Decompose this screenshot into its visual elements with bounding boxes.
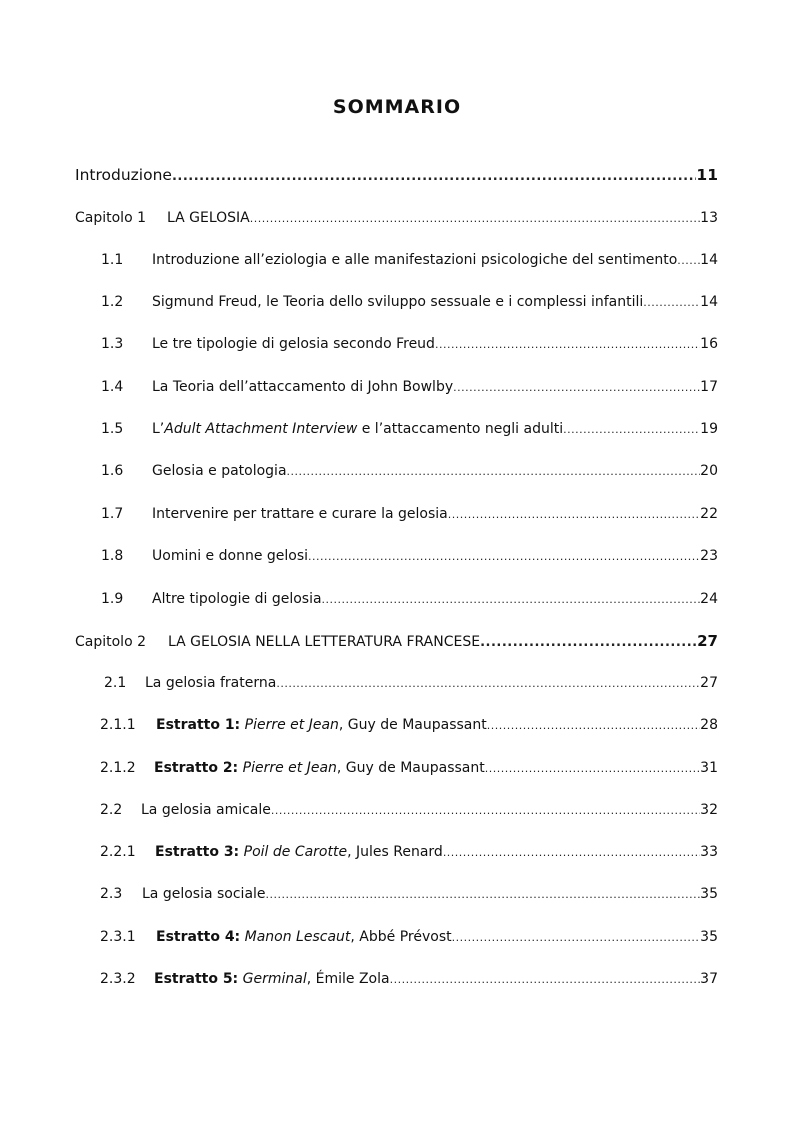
section-title: Gelosia e patologia: [152, 463, 287, 479]
dot-leader: [250, 208, 700, 230]
toc-entry-label: [100, 841, 443, 863]
section-title: La Teoria dell’attaccamento di John Bowlby: [152, 379, 454, 395]
section-title-prefix: L’: [152, 421, 165, 437]
dot-leader: [452, 927, 701, 949]
section-number: 1.1: [101, 252, 124, 268]
section-title: La gelosia fraterna: [145, 675, 277, 691]
section-title: Altre tipologie di gelosia: [152, 591, 322, 607]
toc-entry-label: [101, 376, 453, 398]
chapter-title: LA GELOSIA NELLA LETTERATURA FRANCESE: [168, 634, 481, 650]
toc-page-number: 35: [700, 886, 718, 902]
toc-entry-1-7[interactable]: [101, 503, 718, 525]
section-number: 2.2: [100, 802, 123, 818]
toc-entry-label: [101, 249, 677, 271]
section-title: La gelosia sociale: [142, 886, 266, 902]
toc-entry-label: [100, 714, 487, 736]
subsection-number: 2.3.1: [100, 929, 136, 945]
toc-page-number: 27: [700, 675, 718, 691]
toc-page-number: 13: [700, 210, 718, 226]
toc-entry-2-3[interactable]: [100, 883, 718, 905]
toc-entry-label: [100, 799, 271, 821]
toc-page-number: 32: [700, 802, 718, 818]
extract-label: Estratto 1:: [156, 717, 241, 733]
toc-page-number: 35: [700, 929, 718, 945]
toc-page-number: 22: [700, 506, 718, 522]
toc-entry-label: [101, 545, 308, 567]
toc-entry-label: [101, 460, 287, 482]
toc-entry-label: [100, 926, 452, 948]
toc-entry-1-6[interactable]: [101, 460, 718, 482]
toc-entry-label: [101, 588, 322, 610]
toc-entry-label: [104, 672, 276, 694]
dot-leader: [487, 715, 700, 737]
toc-entry-1-8[interactable]: [101, 545, 718, 567]
section-number: 2.3: [100, 886, 123, 902]
toc-entry-1-4[interactable]: [101, 376, 718, 398]
section-title: Sigmund Freud, le Teoria dello sviluppo sessuale e i complessi infantili: [152, 294, 644, 310]
section-title: Le tre tipologie di gelosia secondo Freud: [152, 336, 435, 352]
author: , Abbé Prévost: [350, 929, 452, 945]
toc-page-number: 28: [700, 717, 718, 733]
toc-entry-2-1[interactable]: [104, 672, 718, 694]
toc-entry-label: [100, 968, 390, 990]
extract-label: Estratto 5:: [154, 971, 239, 987]
dot-leader: [276, 673, 700, 695]
toc-page-number: 37: [700, 971, 718, 987]
subsection-number: 2.3.2: [100, 971, 136, 987]
dot-leader: [271, 800, 700, 822]
toc-page-number: 19: [700, 421, 718, 437]
toc-entry-label: [100, 757, 485, 779]
toc-entry-1-9[interactable]: [101, 588, 718, 610]
toc-entry-2-2-1[interactable]: [100, 841, 718, 863]
toc-entry-label: [101, 291, 643, 313]
dot-leader: [443, 842, 700, 864]
section-title: Introduzione all’eziologia e alle manifestazioni psicologiche del sentimento: [152, 252, 678, 268]
toc-page-number: 14: [700, 294, 718, 310]
dot-leader: [308, 546, 700, 568]
toc-entry-2-3-1[interactable]: [100, 926, 718, 948]
toc-entry-1-5[interactable]: [101, 418, 718, 440]
toc-page-number: 20: [700, 463, 718, 479]
toc-entry-introduzione[interactable]: [75, 164, 718, 186]
work-title: Pierre et Jean: [242, 760, 337, 776]
chapter-title: LA GELOSIA: [167, 210, 250, 226]
section-number: 1.7: [101, 506, 124, 522]
section-number: 2.1: [104, 675, 127, 691]
toc-entry-label: [101, 503, 448, 525]
toc-entry-2-2[interactable]: [100, 799, 718, 821]
dot-leader: [448, 504, 700, 526]
section-title: Intervenire per trattare e curare la gelosia: [152, 506, 448, 522]
toc-entry-label: [101, 333, 435, 355]
toc-page-number: 16: [700, 336, 718, 352]
dot-leader: [172, 166, 696, 188]
section-title-suffix: e l’attaccamento negli adulti: [357, 421, 564, 437]
toc-entry-2-1-2[interactable]: [100, 757, 718, 779]
chapter-number: Capitolo 1: [75, 210, 146, 226]
dot-leader: [435, 334, 700, 356]
toc-entry-label: [75, 631, 480, 653]
toc-entry-1-2[interactable]: [101, 291, 718, 313]
subsection-number: 2.1.1: [100, 717, 136, 733]
toc-entry-label: [75, 207, 250, 229]
dot-leader: [453, 377, 700, 399]
page-title: SOMMARIO: [332, 96, 462, 118]
toc-page-number: 11: [696, 166, 718, 184]
toc-entry-label: [101, 418, 563, 440]
dot-leader: [322, 589, 701, 611]
work-title: Manon Lescaut: [244, 929, 351, 945]
extract-label: Estratto 2:: [154, 760, 239, 776]
extract-label: Estratto 3:: [155, 844, 240, 860]
dot-leader: [643, 292, 700, 314]
author: , Jules Renard: [347, 844, 443, 860]
toc-page-number: 31: [700, 760, 718, 776]
toc-page-number: 24: [700, 591, 718, 607]
work-title: Germinal: [242, 971, 307, 987]
dot-leader: [266, 884, 701, 906]
dot-leader: [677, 250, 700, 272]
author: , Émile Zola: [306, 971, 390, 987]
toc-page-number: 33: [700, 844, 718, 860]
toc-page-number: 17: [700, 379, 718, 395]
subsection-number: 2.1.2: [100, 760, 136, 776]
section-number: 1.4: [101, 379, 124, 395]
toc-entry-2-3-2[interactable]: [100, 968, 718, 990]
section-number: 1.9: [101, 591, 124, 607]
dot-leader: [563, 419, 700, 441]
section-number: 1.5: [101, 421, 124, 437]
section-title: Uomini e donne gelosi: [152, 548, 309, 564]
author: , Guy de Maupassant: [338, 717, 487, 733]
toc-entry-label: [100, 883, 266, 905]
toc-entry-1-3[interactable]: [101, 333, 718, 355]
toc-entry-label: Introduzione: [75, 166, 172, 184]
dot-leader: [390, 969, 701, 991]
toc-page-number: 27: [697, 632, 718, 650]
dot-leader: [485, 758, 700, 780]
toc-page-number: 23: [700, 548, 718, 564]
dot-leader: [480, 632, 697, 654]
work-title: Poil de Carotte: [243, 844, 348, 860]
section-title-italic: Adult Attachment Interview: [164, 421, 358, 437]
work-title: Pierre et Jean: [244, 717, 339, 733]
section-number: 1.8: [101, 548, 124, 564]
toc-entry-2-1-1[interactable]: [100, 714, 718, 736]
subsection-number: 2.2.1: [100, 844, 136, 860]
section-number: 1.6: [101, 463, 124, 479]
toc-entry-1-1[interactable]: [101, 249, 718, 271]
extract-label: Estratto 4:: [156, 929, 241, 945]
toc-page-number: 14: [700, 252, 718, 268]
section-number: 1.2: [101, 294, 124, 310]
toc-entry-chapter-1[interactable]: [75, 207, 718, 229]
dot-leader: [287, 461, 701, 483]
author: , Guy de Maupassant: [336, 760, 485, 776]
section-title: La gelosia amicale: [141, 802, 271, 818]
toc-entry-chapter-2[interactable]: [75, 630, 718, 652]
section-number: 1.3: [101, 336, 124, 352]
chapter-number: Capitolo 2: [75, 634, 146, 650]
